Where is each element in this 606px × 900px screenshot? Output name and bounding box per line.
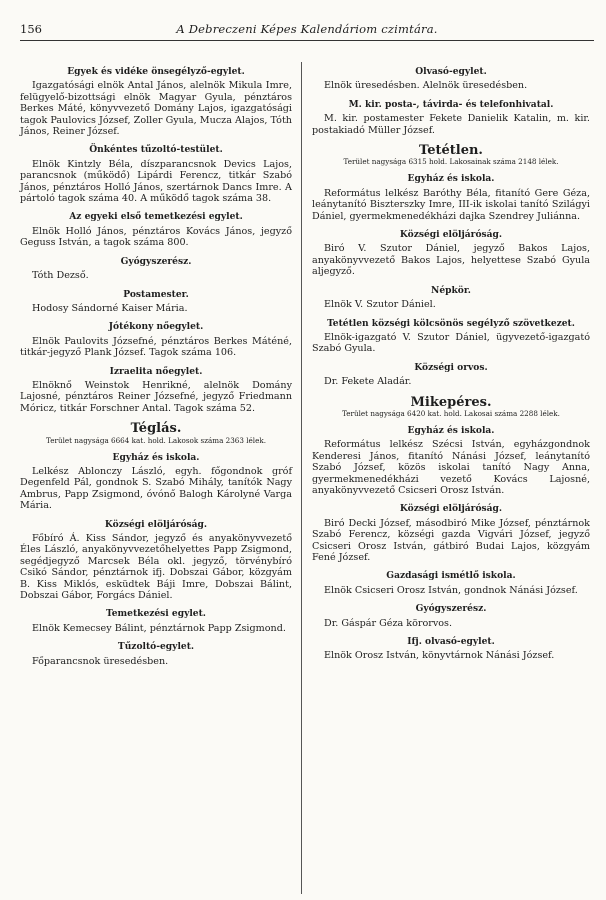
section-heading: Önkéntes tűzoltó-testület. [89,144,223,156]
entry-text: Református lelkész Baróthy Béla, fitanító Gere Géza, leánytanító Biszterszky Imre, III-ik iskolai tanító Szilágyi Dániel, gyermekmenedékházi dajka Szendrey Juliánna. [312,187,590,222]
section-heading: Gazdasági ismétlő iskola. [386,570,516,582]
section-heading: Községi elöljáróság. [399,229,503,241]
entry-text: Elnöknő Weinstok Henrikné, alelnök Domány Lajosné, pénztáros Reiner Józsefné, jegyző Friedmann Móricz, titkár Forschner Antal. Tagok száma 52. [20,379,292,414]
section-heading: Egyház és iskola. [112,451,200,463]
section-heading: Népkör. [431,284,471,296]
entry-text: Elnök Paulovits Józsefné, pénztáros Berkes Máténé, titkár-jegyző Plank József. Tagok száma 106. [20,335,292,359]
section-heading: Községi elöljáróság. [104,518,208,530]
entry-text: Elnök Kemecsey Bálint, pénztárnok Papp Zsigmond. [32,622,286,634]
page-number: 156 [20,22,42,36]
entry-text: Főparancsnok üresedésben. [32,655,169,667]
area-population-note: Terület nagysága 6420 kat. hold. Lakosai száma 2288 lélek. [342,408,560,418]
section-heading: Tetétlen községi kölcsönös segélyző szövetkezet. [327,317,575,329]
left-column [20,52,292,667]
running-header [20,22,594,41]
town-heading: Mikepéres. [410,394,492,410]
town-heading: Tetétlen. [419,143,483,159]
section-heading: Egyház és iskola. [407,424,495,436]
section-heading: Olvasó-egylet. [415,66,487,77]
entry-text: Elnök V. Szutor Dániel. [324,299,436,311]
section-heading: Gyógyszerész. [120,255,192,267]
section-heading: Egyház és iskola. [407,173,495,185]
entry-text: Biró V. Szutor Dániel, jegyző Bakos Lajos, anyakönyvvezető Bakos Lajos, helyettese Szabó Gyula aljegyző. [312,243,590,278]
town-heading: Téglás. [130,421,182,437]
area-population-note: Terület nagysága 6664 kat. hold. Lakosok száma 2363 lélek. [46,435,266,445]
section-heading: Jótékony nőegylet. [108,321,204,333]
entry-text: Elnök Csicseri Orosz István, gondnok Nánási József. [324,584,578,596]
section-heading: Tűzoltó-egylet. [117,641,195,653]
area-population-note: Terület nagysága 6315 hold. Lakosainak száma 2148 lélek. [343,157,559,167]
entry-text: M. kir. postamester Fekete Danielik Katalin, m. kir. postakiadó Müller József. [312,113,590,136]
section-heading: Temetkezési egylet. [106,608,206,620]
running-title: A Debreczeni Képes Kalendáriom czimtára. [176,22,438,36]
entry-text: Dr. Fekete Aladár. [324,376,412,388]
entry-text: Hodosy Sándorné Kaiser Mária. [32,302,188,314]
section-heading: Községi elöljáróság. [399,503,503,515]
entry-text: Főbíró Á. Kiss Sándor, jegyző és anyakönyvvezető Éles László, anyakönyvvezetőhelyettes Papp Zsigmond, segédjegyző Marcsek Béla okl. jegyző, törvénybíró Csikó Sándor, pénztárnok ifj. Dobszai Gábor, közgyám B. Kiss Miklós, esküdtek Báji Imre, Dobszai Bálint, Dobszai Gábor, Forgács Dániel. [20,533,292,602]
section-heading: Postamester. [123,288,189,300]
entry-text: Református lelkész Szécsi István, egyházgondnok Kenderesi János, fitanító Nánási József, leánytanító Szabó József, közös iskolai tanító Nagy Anna, gyermekmenedékházi vezető Kovács Lajosné, anyakönyvvezető Csicseri Orosz István. [312,439,590,496]
entry-text: Elnök Kintzly Béla, díszparancsnok Devics Lajos, parancsnok (működő) Lipárdi Ferencz, titkár Szabó János, pénztáros Holló János, szertárnok Dancs Imre. A pártoló tagok száma 40. A működő tagok száma 38. [20,158,292,205]
entry-text: Igazgatósági elnök Antal János, alelnök Mikula Imre, felügyelő-bizottsági elnök Magyar Gyula, pénztáros Berkes Máté, könyvvezető Domány Lajos, igazgatósági tagok Paulovics József, Zoller Gyula, Mucza Alajos, Tóth János, Reiner József. [20,80,292,138]
entry-text: Dr. Gáspár Géza körorvos. [324,617,452,629]
section-heading: Izraelita nőegylet. [109,365,203,377]
right-column [312,52,590,662]
section-heading: Ifj. olvasó-egylet. [407,636,495,648]
entry-text: Elnök Holló János, pénztáros Kovács János, jegyző Geguss István, a tagok száma 800. [20,225,292,249]
column-divider [301,62,302,894]
entry-text: Elnök Orosz István, könyvtárnok Nánási József. [324,650,555,662]
section-heading: Községi orvos. [414,361,488,373]
section-heading: M. kir. posta-, távirda- és telefonhivatal. [348,98,554,110]
entry-text: Elnök-igazgató V. Szutor Dániel, ügyvezető-igazgató Szabó Gyula. [312,331,590,355]
entry-text: Elnök üresedésben. Alelnök üresedésben. [324,80,528,92]
section-heading: Az egyeki első temetkezési egylet. [69,211,243,223]
entry-text: Tóth Dezső. [32,270,89,282]
entry-text: Lelkész Ablonczy László, egyh. főgondnok gróf Degenfeld Pál, gondnok S. Szabó Mihály, tanítók Nagy Ambrus, Papp Zsigmond, óvónő Balogh Károlyné Varga Mária. [20,465,292,512]
entry-text: Biró Decki József, másodbiró Mike József, pénztárnok Szabó Ferencz, községi gazda Vigvári József, jegyző Csicseri Orosz István, gátbiró Budai Lajos, közgyám Fené József. [312,517,590,563]
section-heading: Egyek és vidéke önsegélyző-egylet. [67,66,245,77]
section-heading: Gyógyszerész. [415,603,487,615]
